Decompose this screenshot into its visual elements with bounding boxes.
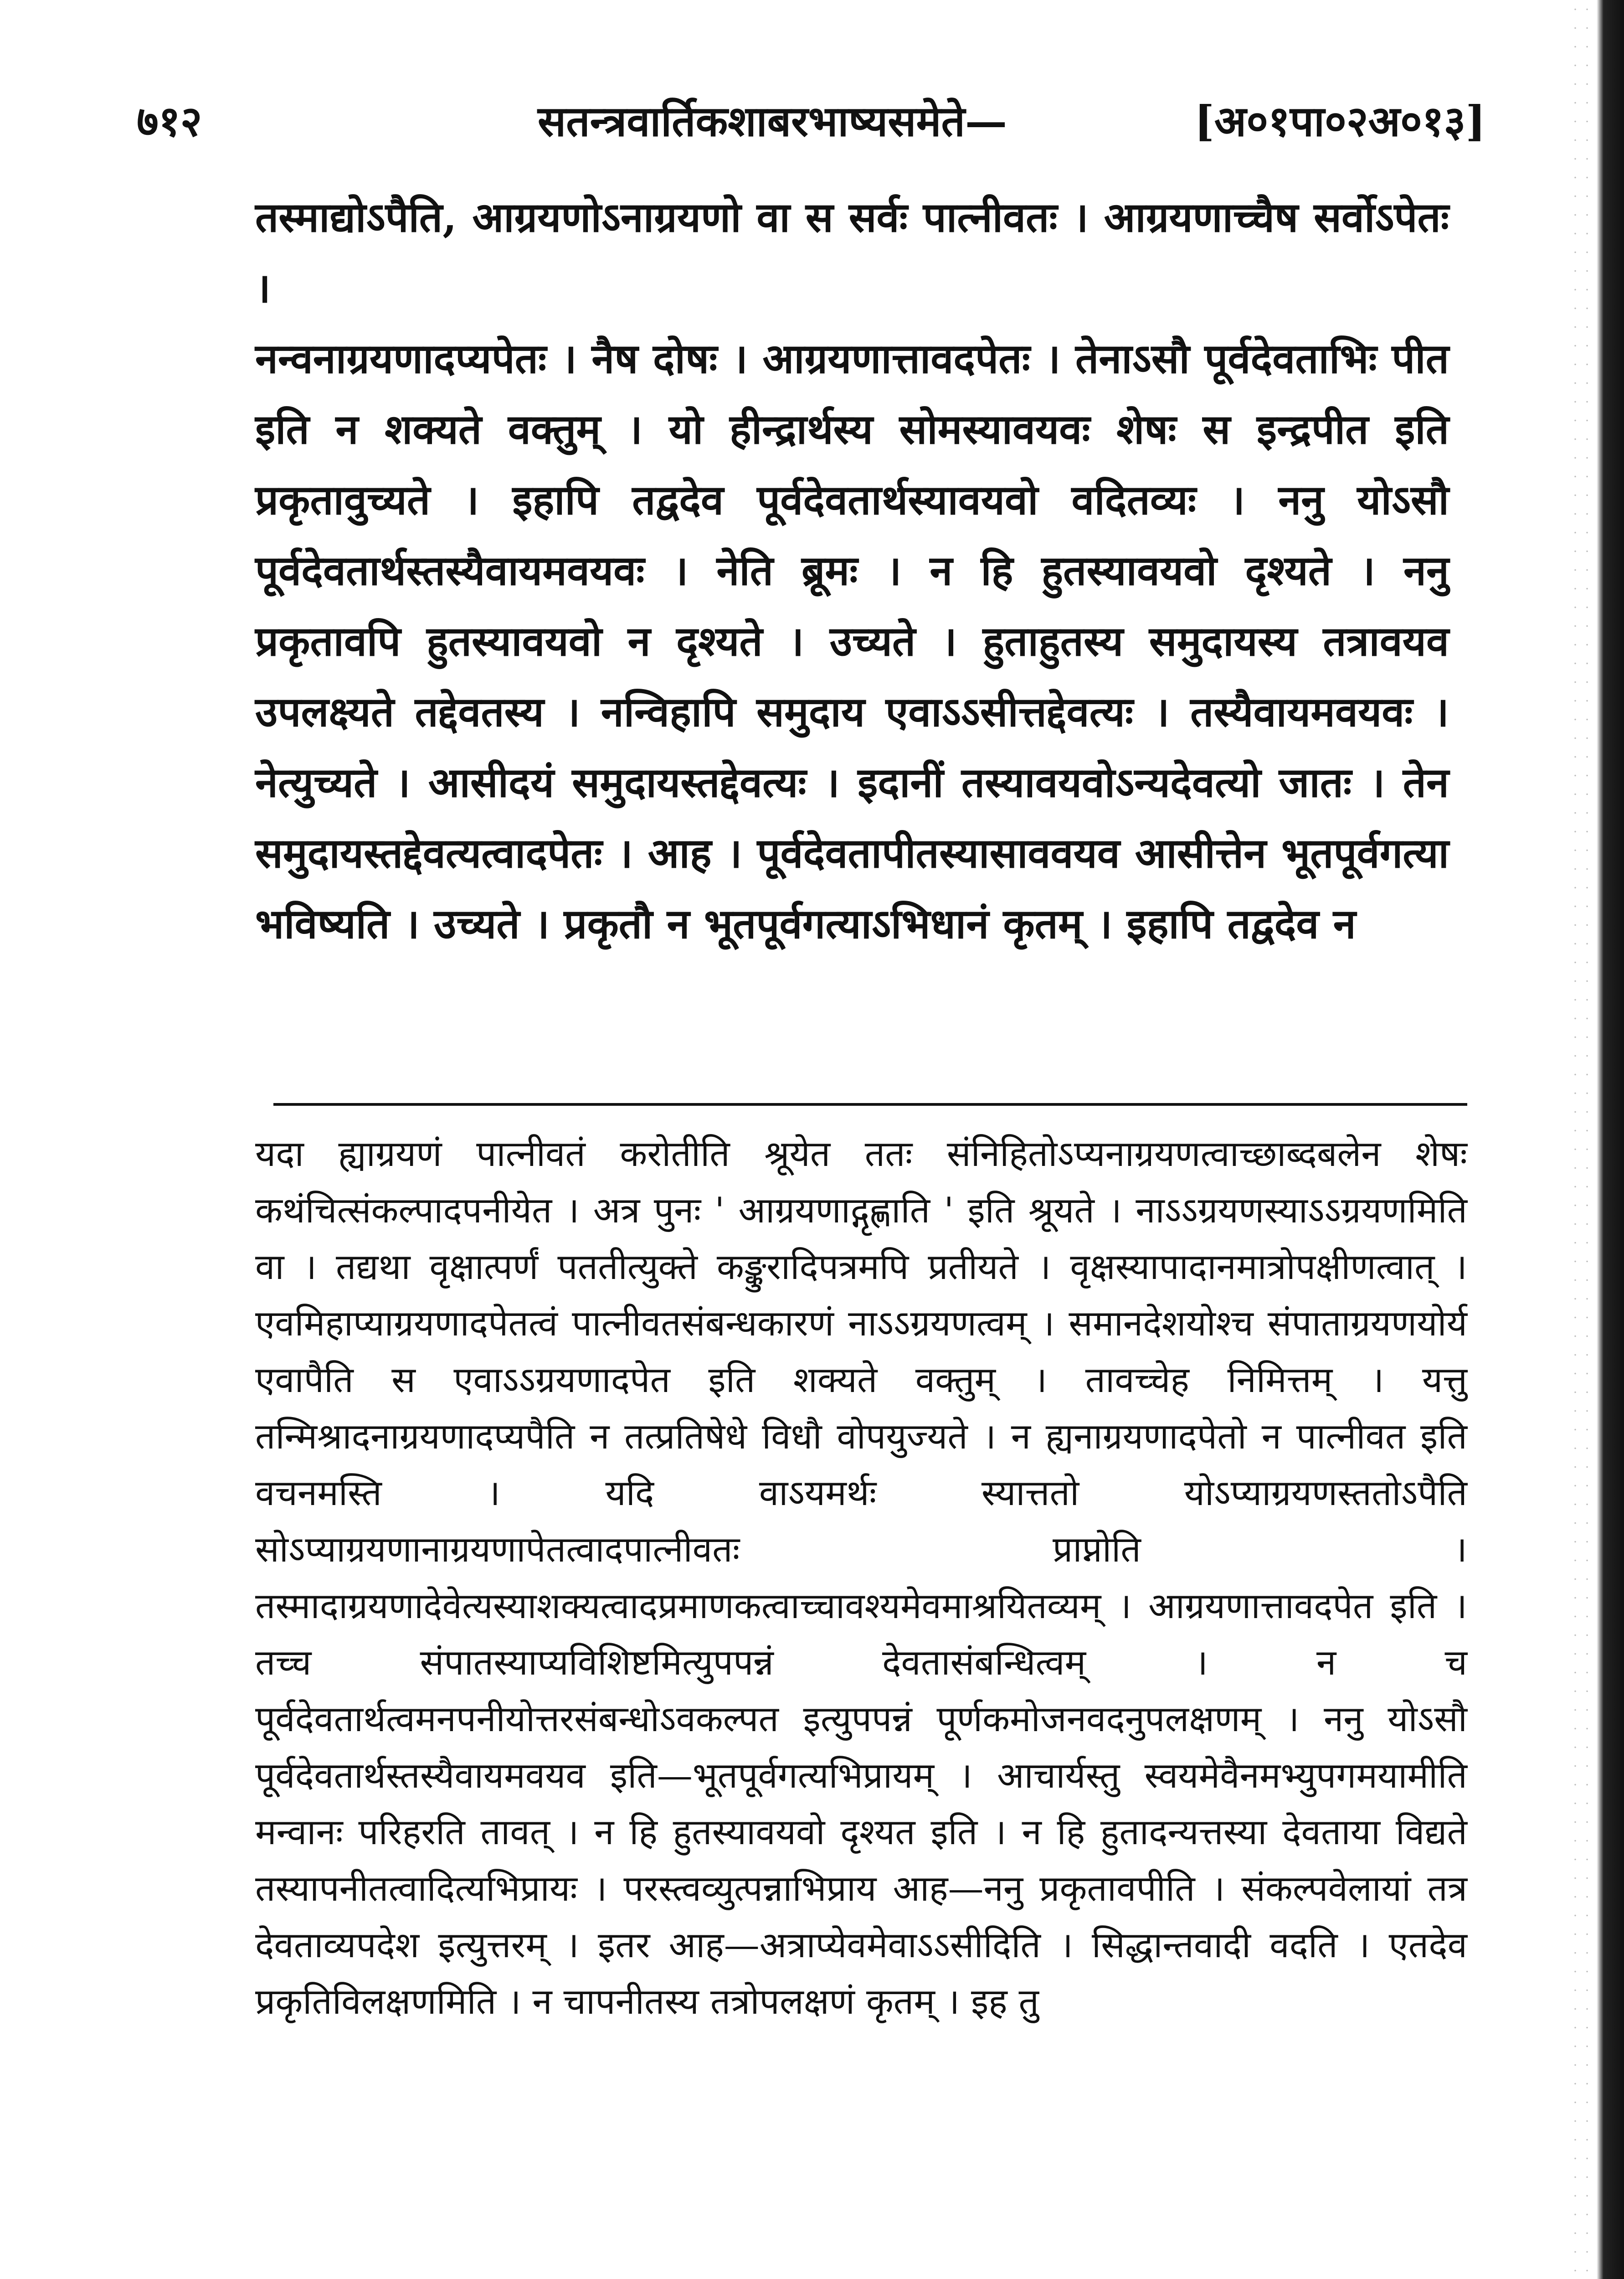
commentary-block: यदा ह्याग्रयणं पात्नीवतं करोतीति श्रूयेत ततः संनिहितोऽप्यनाग्रयणत्वाच्छाब्दबलेन शेषः कथंचित्संकल्पादपनीयेत । अत्र पुनः ' आग्रयणाद्गृह्णाति ' इति श्रूयते । नाऽऽग्रयणस्याऽऽग्रयणमिति वा । तद्यथा वृक्षात्पर्णं पततीत्युक्ते कङ्कुरादिपत्रमपि प्रतीयते । वृक्षस्यापादानमात्रोपक्षीणत्वात् । एवमिहाप्याग्रयणादपेतत्वं पात्नीवतसंबन्धकारणं नाऽऽग्रयणत्वम् । समानदेशयोश्च संपाताग्रयणयोर्य एवापैति स एवाऽऽग्रयणादपेत इति शक्यते वक्तुम् । तावच्चेह निमित्तम् । यत्तु तन्मिश्रादनाग्रयणादप्यपैति न तत्प्रतिषेधे विधौ वोपयुज्यते । न ह्यनाग्रयणादपेतो न पात्नीवत इति वचनमस्ति । यदि वाऽयमर्थः स्यात्ततो योऽप्याग्रयणस्ततोऽपैति सोऽप्याग्रयणानाग्रयणापेतत्वादपात्नीवतः प्राप्नोति । तस्मादाग्रयणादेवेत्यस्याशक्यत्वादप्रमाणकत्वाच्चावश्यमेवमाश्रयितव्यम् । आग्रयणात्तावदपेत इति । तच्च संपातस्याप्यविशिष्टमित्युपपन्नं देवतासंबन्धित्वम् । न च पूर्वदेवतार्थत्वमनपनीयोत्तरसंबन्धोऽवकल्पत इत्युपपन्नं पूर्णकमोजनवदनुपलक्षणम् । ननु योऽसौ पूर्वदेवतार्थस्तस्यैवायमवयव इति—भूतपूर्वगत्यभिप्रायम् । आचार्यस्तु स्वयमेवैनमभ्युपगमयामीति मन्वानः परिहरति तावत् । न हि हुतस्यावयवो दृश्यत इति । न हि हुतादन्यत्तस्या देवताया विद्यते तस्यापनीतत्वादित्यभिप्रायः । परस्त्वव्युत्पन्नाभिप्राय आह—ननु प्रकृतावपीति । संकल्पवेलायां तत्र देवताव्यपदेश इत्युत्तरम् । इतर आह—अत्राप्येवमेवाऽऽसीदिति । सिद्धान्तवादी वदति । एतदेव प्रकृतिविलक्षणमिति । न चापनीतस्य तत्रोपलक्षणं कृतम् । इह तु [255, 1134, 1467, 2022]
text-divider-rule [273, 1103, 1467, 1106]
section-reference: [अ०१पा०२अ०१३] [1194, 97, 1485, 146]
scan-dark-edge [1597, 0, 1624, 2279]
scan-edge-noise [1569, 0, 1597, 2279]
page-number: ७१२ [137, 97, 202, 146]
page-header [137, 82, 1485, 164]
running-title: सतन्त्रवार्तिकशाबरभाष्यसमेते— [538, 97, 1007, 146]
main-text-block: तस्माद्योऽपैति, आग्रयणोऽनाग्रयणो वा स सर्वः पात्नीवतः । आग्रयणाच्चैष सर्वोऽपेतः । नन्वनाग्रयणादप्यपेतः । नैष दोषः । आग्रयणात्तावदपेतः । तेनाऽसौ पूर्वदेवताभिः पीत इति न शक्यते वक्तुम् । यो हीन्द्रार्थस्य सोमस्यावयवः शेषः स इन्द्रपीत इति प्रकृतावुच्यते । इहापि तद्वदेव पूर्वदेवतार्थस्यावयवो वदितव्यः । ननु योऽसौ पूर्वदेवतार्थस्तस्यैवायमवयवः । नेति ब्रूमः । न हि हुतस्यावयवो दृश्यते । ननु प्रकृतावपि हुतस्यावयवो न दृश्यते । उच्यते । हुताहुतस्य समुदायस्य तत्रावयव उपलक्ष्यते तद्देवतस्य । नन्विहापि समुदाय एवाऽऽसीत्तद्देवत्यः । तस्यैवायमवयवः । नेत्युच्यते । आसीदयं समुदायस्तद्देवत्यः । इदानीं तस्यावयवोऽन्यदेवत्यो जातः । तेन समुदायस्तद्देवत्यत्वादपेतः । आह । पूर्वदेवतापीतस्यासाववयव आसीत्तेन भूतपूर्वगत्या भविष्यति । उच्यते । प्रकृतौ न भूतपूर्वगत्याऽभिधानं कृतम् । इहापि तद्वदेव न [255, 193, 1449, 948]
